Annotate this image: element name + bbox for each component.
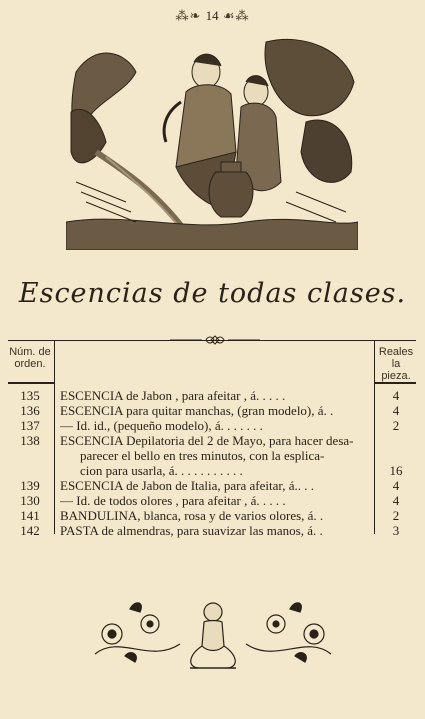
table-row [8,388,416,403]
product-price: 2 [392,508,400,523]
page-number [0,8,425,24]
column-header-order: Núm. de orden. [9,346,51,370]
table-row [8,508,416,523]
table-row [8,493,416,508]
product-price: 4 [392,388,400,403]
order-number: 138 [20,433,40,448]
order-number: 137 [20,418,40,433]
left-ornament-icon: ⁂❧ [175,8,206,23]
order-number: 142 [20,523,40,538]
product-list [8,388,416,538]
product-description: ESCENCIA de Jabon , para afeitar , á. . . . . [60,388,286,403]
table-row [8,418,416,433]
order-number: 135 [20,388,40,403]
engraving-illustration [66,32,358,250]
order-number: 139 [20,478,40,493]
product-description: — Id. de todos olores , para afeitar , á. . . . . [60,493,286,508]
product-description: ESCENCIA para quitar manchas, (gran modelo), á. . [60,403,334,418]
column-header-price: Reales la pieza. [378,346,414,382]
product-price: 3 [392,523,400,538]
product-description: BANDULINA, blanca, rosa y de varios olores, á. . [60,508,324,523]
product-price: 4 [392,493,400,508]
table-row [8,478,416,493]
product-price: 4 [392,478,400,493]
product-price: 4 [392,403,400,418]
product-price: 2 [392,418,400,433]
description-line: parecer el bello en tres minutos, con la esplica- [80,448,325,463]
order-number: 130 [20,493,40,508]
product-description [60,433,375,478]
order-number: 136 [20,403,40,418]
description-line: ESCENCIA Depilatoria del 2 de Mayo, para hacer desa- [60,433,354,448]
right-ornament-icon: ☙⁂ [218,8,250,23]
product-description: — Id. id., (pequeño modelo), á. . . . . . . [60,418,263,433]
product-description: ESCENCIA de Jabon de Italia, para afeitar, á.. . . [60,478,314,493]
table-top-rule [8,340,416,341]
page-number-value: 14 [205,8,219,23]
section-title: Escencias de todas clases. [18,278,407,309]
table-row [8,403,416,418]
header-rule-right [374,382,416,384]
description-line: cion para usarla, á. . . . . . . . . . . [80,463,243,478]
order-number: 141 [20,508,40,523]
product-price: 16 [389,463,403,478]
table-row [8,523,416,538]
floral-ornament-icon [90,594,336,674]
product-description: PASTA de almendras, para suavizar las manos, á. . [60,523,323,538]
table-row [8,433,416,478]
header-rule-left [8,382,54,384]
